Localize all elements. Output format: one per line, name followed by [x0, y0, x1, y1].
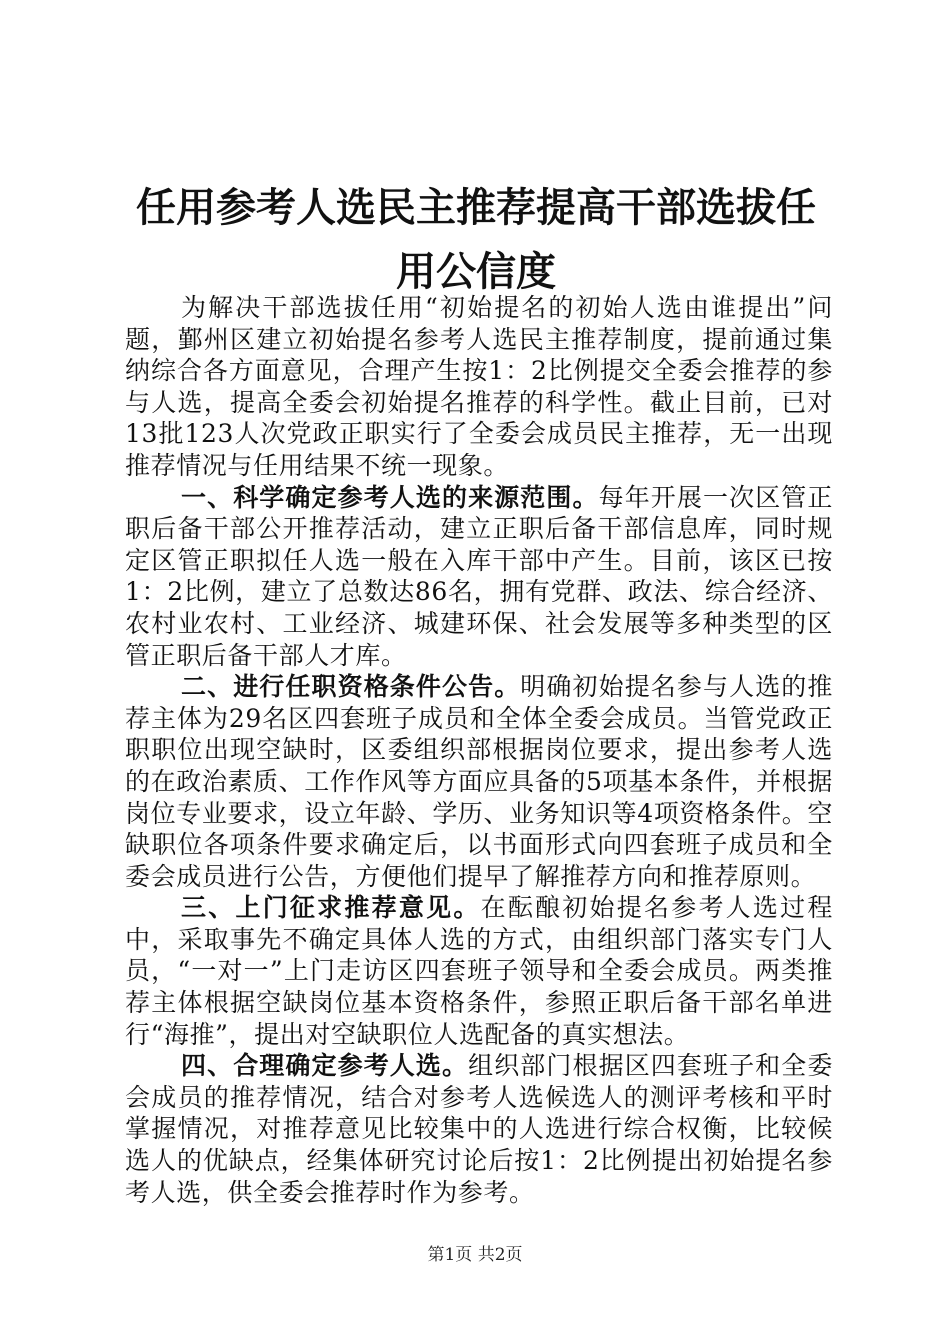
section-heading-1: 一、科学确定参考人选的来源范围。	[181, 482, 599, 512]
paragraph-section-4	[125, 1050, 833, 1208]
section-heading-4: 四、合理确定参考人选。	[181, 1051, 469, 1081]
section-heading-3: 三、上门征求推荐意见。	[181, 893, 481, 923]
page-number-footer: 第1页 共2页	[427, 1245, 523, 1265]
paragraph-intro	[125, 292, 833, 482]
paragraph-text: 每年开展一次区管正职后备干部公开推荐活动，建立正职后备干部信息库，同时规定区管正职拟任人选一般在入库干部中产生。目前，该区已按1：2比例，建立了总数达86名，拥有党群、政法、综合经济、农村业农村、工业经济、城建环保、社会发展等多种类型的区管正职后备干部人才库。	[125, 482, 833, 670]
paragraph-text: 明确初始提名参与人选的推荐主体为29名区四套班子成员和全体全委会成员。当管党政正职职位出现空缺时，区委组织部根据岗位要求，提出参考人选的在政治素质、工作作风等方面应具备的5项基本条件，并根据岗位专业要求，设立年龄、学历、业务知识等4项资格条件。空缺职位各项条件要求确定后，以书面形式向四套班子成员和全委会成员进行公告，方便他们提早了解推荐方向和推荐原则。	[125, 672, 833, 891]
paragraph-section-3	[125, 892, 833, 1050]
paragraph-text: 在酝酿初始提名参考人选过程中，采取事先不确定具体人选的方式，由组织部门落实专门人员，“一对一”上门走访区四套班子领导和全委会成员。两类推荐主体根据空缺岗位基本资格条件，参照正职后备干部名单进行“海推”，提出对空缺职位人选配备的真实想法。	[125, 893, 833, 1049]
paragraph-text: 为解决干部选拔任用“初始提名的初始人选由谁提出”问题，鄞州区建立初始提名参考人选民主推荐制度，提前通过集纳综合各方面意见，合理产生按1：2比例提交全委会推荐的参与人选，提高全委会初始提名推荐的科学性。截止目前，已对13批123人次党政正职实行了全委会成员民主推荐，无一出现推荐情况与任用结果不统一现象。	[125, 293, 833, 480]
document-body	[125, 292, 833, 1208]
paragraph-section-2	[125, 671, 833, 892]
section-heading-2: 二、进行任职资格条件公告。	[181, 672, 521, 702]
document-title: 任用参考人选民主推荐提高干部选拔任用公信度	[136, 185, 816, 295]
paragraph-section-1	[125, 482, 833, 672]
paragraph-text: 组织部门根据区四套班子和全委会成员的推荐情况，结合对参考人选候选人的测评考核和平时掌握情况，对推荐意见比较集中的人选进行综合权衡，比较候选人的优缺点，经集体研究讨论后按1：2比例提出初始提名参考人选，供全委会推荐时作为参考。	[125, 1051, 833, 1207]
